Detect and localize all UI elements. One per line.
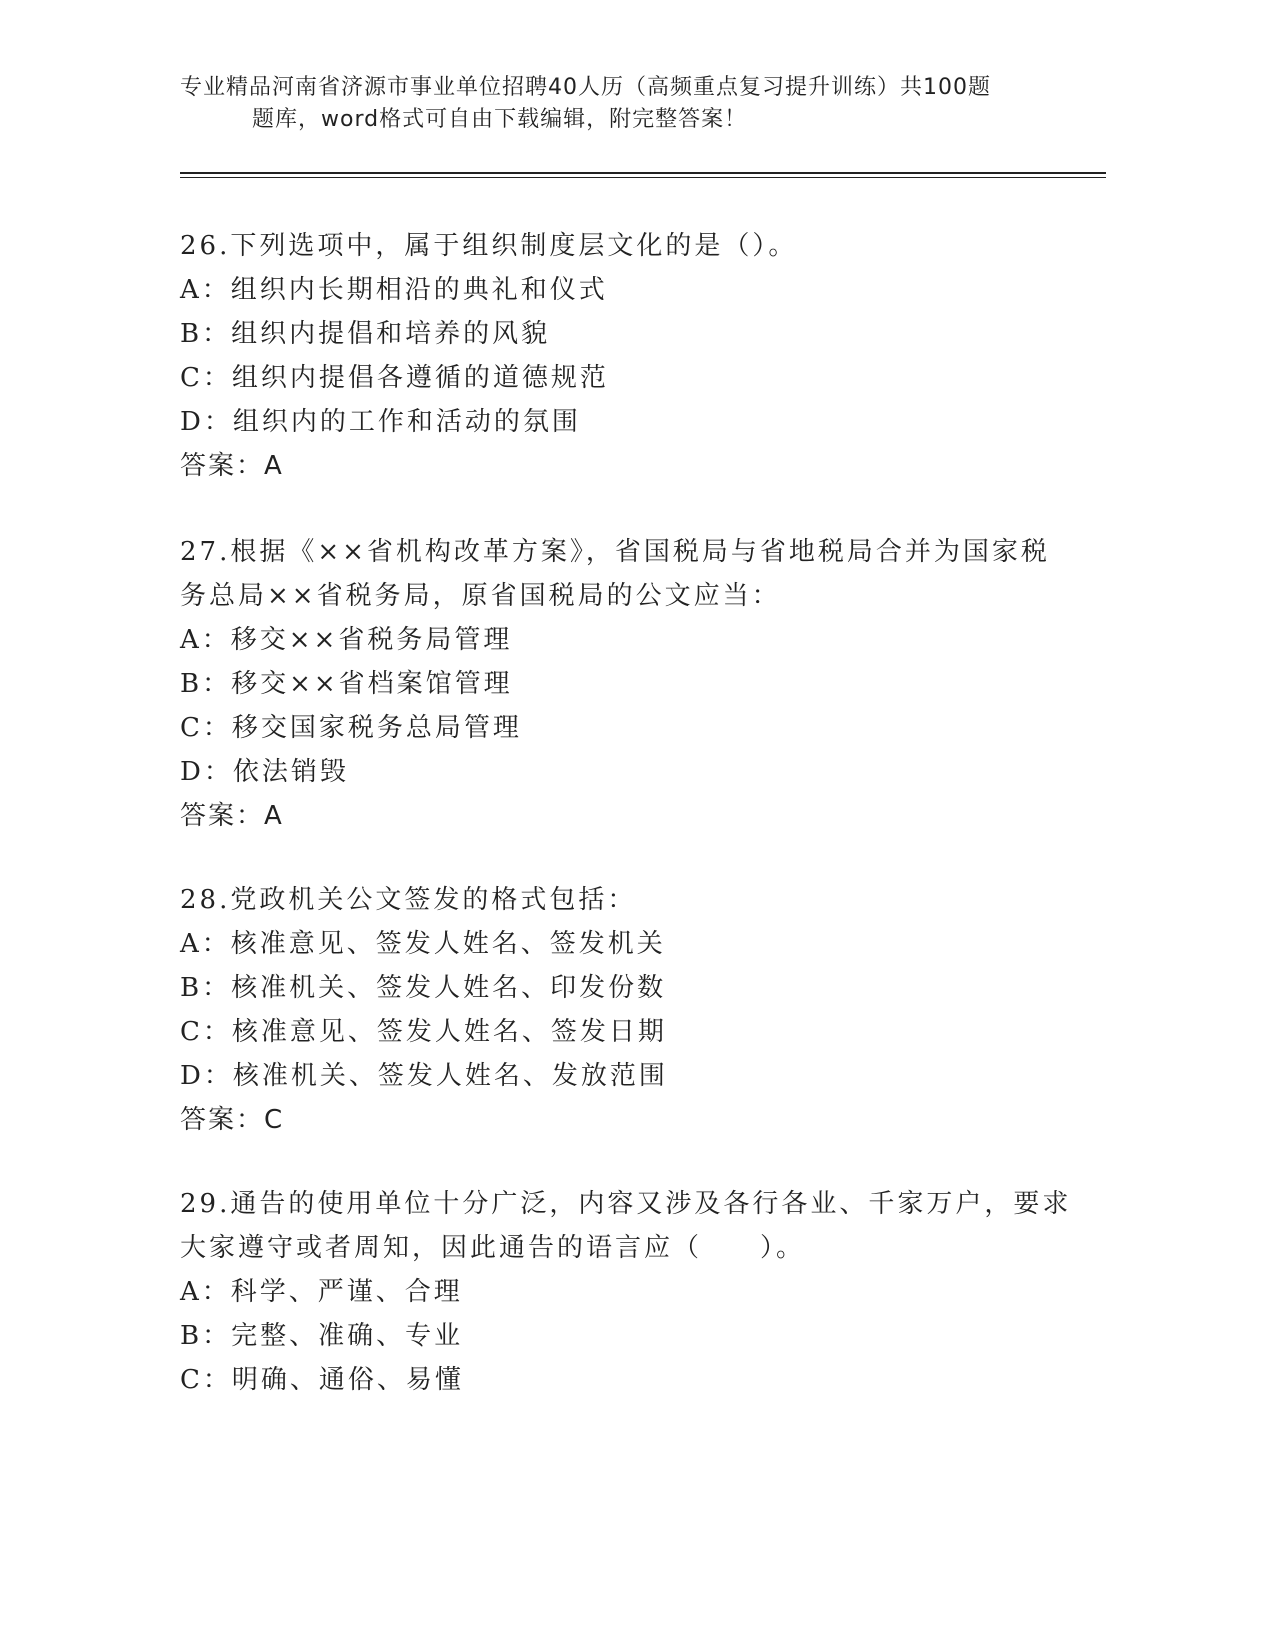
- option-d: D：核准机关、签发人姓名、发放范围: [180, 1061, 668, 1091]
- option-c: C：组织内提倡各遵循的道德规范: [180, 363, 609, 393]
- question-26: [180, 224, 1080, 488]
- header-divider-thin: [180, 177, 1106, 178]
- question-text: 29.通告的使用单位十分广泛，内容又涉及各行各业、千家万户，要求: [180, 1189, 1072, 1219]
- option-a: A：组织内长期相沿的典礼和仪式: [180, 275, 608, 305]
- answer: 答案：A: [180, 801, 284, 831]
- option-d: D：依法销毁: [180, 757, 349, 787]
- option-a: A：核准意见、签发人姓名、签发机关: [180, 929, 666, 959]
- header-divider-thick: [180, 172, 1106, 174]
- header-title-line-1: 专业精品河南省济源市事业单位招聘40人历（高频重点复习提升训练）共100题: [180, 75, 991, 100]
- option-a: A：移交××省税务局管理: [180, 625, 513, 655]
- question-text: 28.党政机关公文签发的格式包括：: [180, 885, 637, 915]
- option-d: D：组织内的工作和活动的氛围: [180, 407, 581, 437]
- option-a: A：科学、严谨、合理: [180, 1277, 463, 1307]
- answer: 答案：C: [180, 1105, 285, 1135]
- option-c: C：移交国家税务总局管理: [180, 713, 522, 743]
- option-c: C：明确、通俗、易懂: [180, 1365, 464, 1395]
- option-b: B：组织内提倡和培养的风貌: [180, 319, 551, 349]
- question-28: [180, 878, 1080, 1142]
- answer: 答案：A: [180, 451, 284, 481]
- question-text: 26.下列选项中，属于组织制度层文化的是（）。: [180, 231, 798, 261]
- option-b: B：核准机关、签发人姓名、印发份数: [180, 973, 667, 1003]
- document-header: [180, 72, 1080, 136]
- question-text-continued: 务总局××省税务局，原省国税局的公文应当：: [180, 581, 781, 611]
- option-b: B：完整、准确、专业: [180, 1321, 464, 1351]
- question-29: [180, 1182, 1080, 1402]
- header-title-line-2: 题库，word格式可自由下载编辑，附完整答案！: [252, 107, 748, 132]
- question-text: 27.根据《××省机构改革方案》，省国税局与省地税局合并为国家税: [180, 537, 1050, 567]
- option-b: B：移交××省档案馆管理: [180, 669, 513, 699]
- question-text-continued: 大家遵守或者周知，因此通告的语言应（ ）。: [180, 1233, 806, 1263]
- option-c: C：核准意见、签发人姓名、签发日期: [180, 1017, 667, 1047]
- question-27: [180, 530, 1080, 838]
